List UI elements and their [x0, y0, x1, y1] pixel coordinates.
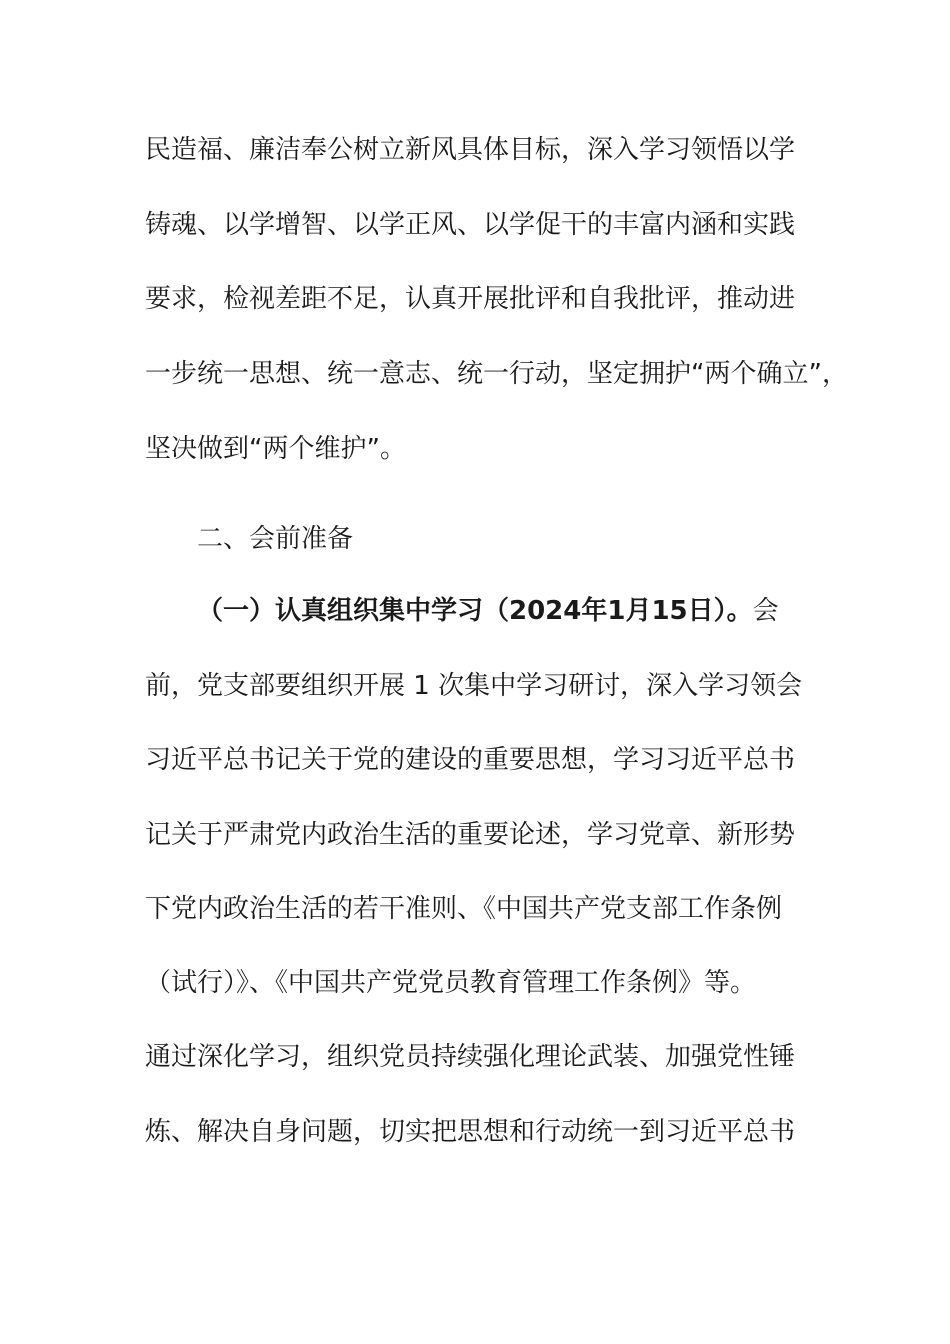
body-text-line: 铸魂、以学增智、以学正风、以学促干的丰富内涵和实践: [145, 210, 796, 240]
body-text-line: 前，党支部要组织开展 1 次集中学习研讨，深入学习领会: [145, 671, 803, 701]
body-text-line: 坚决做到“两个维护”。: [145, 434, 406, 464]
body-text-line: 通过深化学习，组织党员持续强化理论武装、加强党性锤: [145, 1042, 796, 1072]
body-text-line: 要求，检视差距不足，认真开展批评和自我批评，推动进: [145, 284, 796, 314]
subsection-heading-line: [197, 591, 779, 631]
body-text-line: 下党内政治生活的若干准则、《中国共产党支部工作条例: [145, 894, 783, 924]
body-text-line: 炼、解决自身问题，切实把思想和行动统一到习近平总书: [145, 1117, 796, 1147]
section-heading: 二、会前准备: [197, 524, 354, 554]
body-text-line: （试行）》、《中国共产党党员教育管理工作条例》等。: [145, 968, 757, 998]
body-text-line: 记关于严肃党内政治生活的重要论述，学习党章、新形势: [145, 820, 796, 850]
body-text-line: 习近平总书记关于党的建设的重要思想，学习习近平总书: [145, 745, 796, 775]
subsection-title-tail: 会: [752, 596, 779, 626]
body-text-line: 一步统一思想、统一意志、统一行动，坚定拥护“两个确立”，: [145, 359, 848, 389]
body-text-line: 民造福、廉洁奉公树立新风具体目标，深入学习领悟以学: [145, 135, 796, 165]
subsection-title: （一）认真组织集中学习（2024年1月15日）。: [197, 596, 753, 626]
